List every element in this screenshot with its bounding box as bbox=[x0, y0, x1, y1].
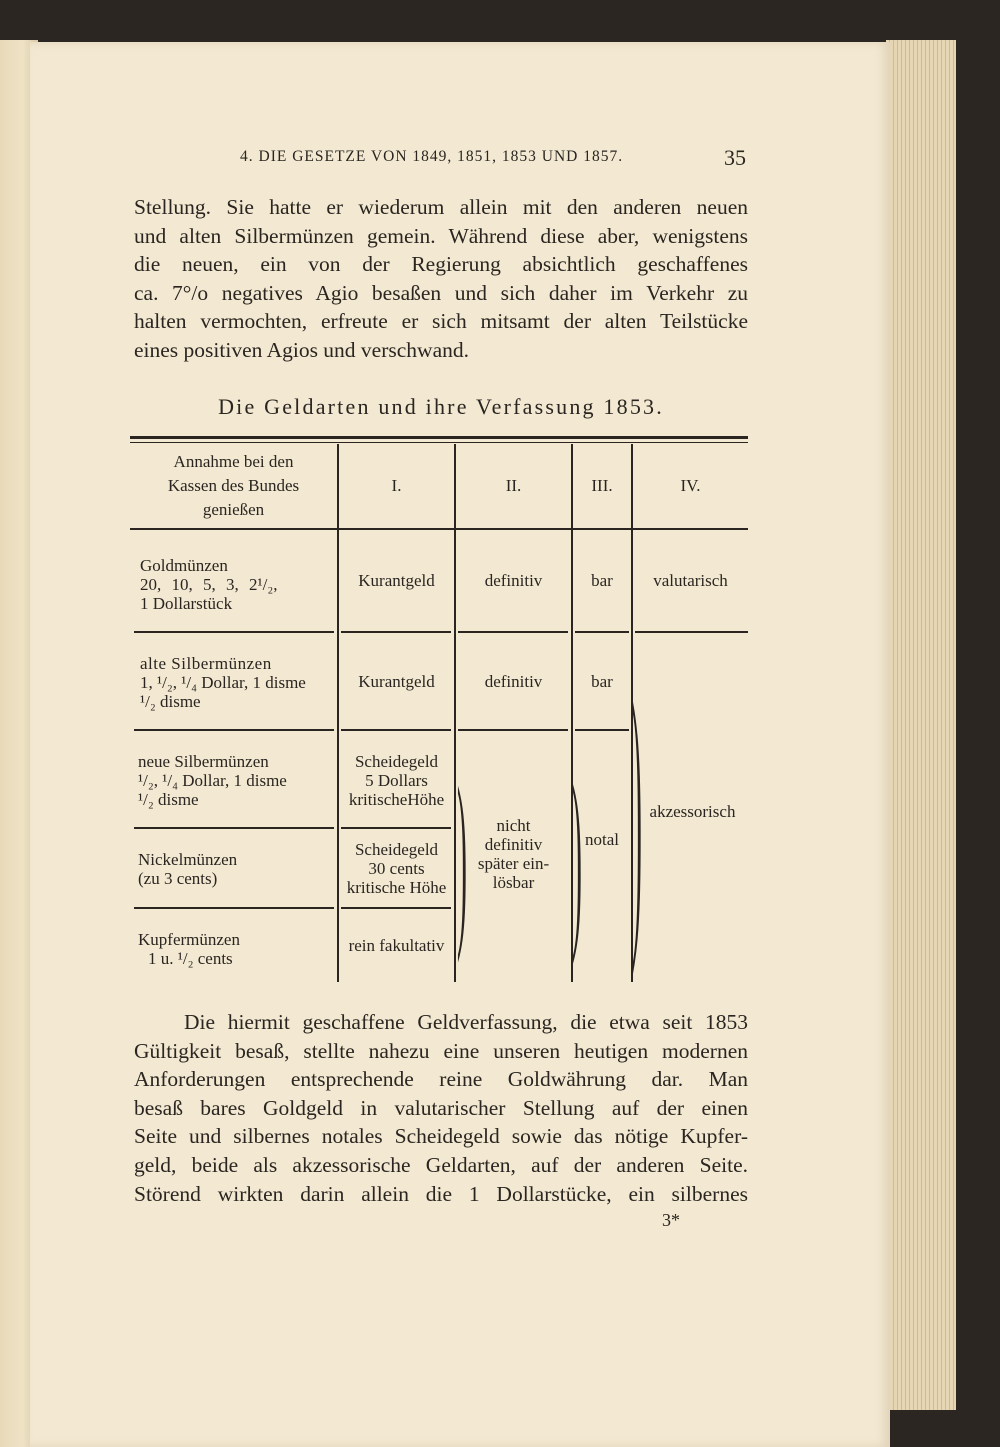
cell-line: lösbar bbox=[492, 873, 535, 892]
cell-nickel-i bbox=[339, 840, 454, 897]
row-label-kupfer bbox=[138, 930, 338, 968]
row-rule bbox=[341, 729, 451, 731]
text-line: besaß bares Goldgeld in valutarischer Stellung auf der einen bbox=[134, 1095, 748, 1120]
text-line: Störend wirkten darin allein die 1 Dollarstücke, ein silbernes bbox=[134, 1181, 748, 1206]
table-caption: Die Geldarten und ihre Verfassung 1853. bbox=[218, 394, 664, 419]
cell-line: definitiv bbox=[484, 835, 543, 854]
text-line: Anforderungen entsprechende reine Goldwährung dar. Man bbox=[134, 1067, 748, 1092]
cell-neue-i bbox=[339, 752, 454, 809]
label-line: ¹/₂, ¹/₄ Dollar, 1 disme bbox=[138, 771, 287, 790]
text-line: ca. 7°/o negatives Agio besaßen und sich daher im Verkehr zu bbox=[134, 280, 748, 305]
merged-cell-nicht-definitiv bbox=[456, 816, 571, 892]
money-types-table bbox=[130, 436, 748, 982]
label-line: 1, ¹/₂, ¹/₄ Dollar, 1 disme bbox=[140, 673, 306, 692]
page-number: 35 bbox=[724, 145, 746, 170]
merged-cell-akzessorisch: akzessorisch bbox=[649, 802, 736, 821]
cell-line: Scheidegeld bbox=[354, 840, 439, 859]
text-line: Seite und silbernes notales Scheidegeld sowie das nötige Kupfer- bbox=[134, 1124, 748, 1149]
text-line: Die hiermit geschaffene Geldverfassung, die etwa seit 1853 bbox=[184, 1010, 748, 1034]
row-label-gold bbox=[140, 556, 335, 613]
header-line: Annahme bei den bbox=[173, 452, 294, 471]
label-line: Kupfermünzen bbox=[138, 930, 240, 949]
row-label-alte-silber bbox=[140, 654, 340, 711]
row-rule bbox=[134, 907, 334, 909]
text-line: und alten Silbermünzen gemein. Während diese aber, wenigstens bbox=[134, 223, 748, 248]
table-top-rule-thin bbox=[130, 442, 748, 443]
brace-mark: ) bbox=[572, 750, 582, 968]
header-cell-i: I. bbox=[391, 476, 402, 495]
label-line: Goldmünzen bbox=[140, 556, 228, 575]
header-cell-iv: IV. bbox=[680, 476, 701, 495]
cell-line: 30 cents bbox=[368, 859, 425, 878]
cell-alte-ii: definitiv bbox=[484, 672, 543, 691]
row-rule bbox=[341, 827, 451, 829]
header-cell-iii: III. bbox=[591, 476, 613, 495]
label-line: ¹/₂ disme bbox=[138, 790, 199, 809]
header-line: Kassen des Bundes bbox=[167, 476, 300, 495]
paragraph-2 bbox=[134, 1008, 748, 1208]
header-cell-annahme bbox=[130, 452, 337, 519]
running-head: 4. DIE GESETZE VON 1849, 1851, 1853 UND 1857. bbox=[240, 148, 624, 165]
table-top-rule bbox=[130, 436, 748, 439]
row-rule bbox=[458, 729, 568, 731]
label-line: alte Silbermünzen bbox=[140, 654, 272, 673]
col-rule bbox=[337, 444, 339, 982]
col-rule bbox=[454, 444, 456, 982]
brace-mark: ) bbox=[632, 650, 642, 980]
row-rule bbox=[575, 729, 629, 731]
header-line: genießen bbox=[202, 500, 265, 519]
cell-gold-i: Kurantgeld bbox=[358, 571, 435, 590]
text-line: die neuen, ein von der Regierung absichtlich geschaffenes bbox=[134, 252, 748, 277]
cell-gold-ii: definitiv bbox=[484, 571, 543, 590]
row-rule bbox=[134, 729, 334, 731]
cell-alte-iii: bar bbox=[591, 672, 613, 691]
label-line: 1 u. ¹/₂ cents bbox=[148, 949, 233, 968]
header-cell-ii: II. bbox=[505, 476, 522, 495]
brace-mark: ) bbox=[457, 752, 467, 967]
label-line: neue Silbermünzen bbox=[138, 752, 269, 771]
cell-kupfer-i: rein fakultativ bbox=[348, 936, 445, 955]
cell-line: kritischeHöhe bbox=[348, 790, 445, 809]
signature-mark: 3* bbox=[662, 1210, 680, 1230]
text-line: Stellung. Sie hatte er wiederum allein mit den anderen neuen bbox=[134, 195, 748, 219]
row-rule bbox=[341, 631, 451, 633]
cell-gold-iv: valutarisch bbox=[653, 571, 728, 590]
label-line: ¹/₂ disme bbox=[140, 692, 201, 711]
merged-cell-notal: notal bbox=[585, 830, 619, 849]
cell-alte-i: Kurantgeld bbox=[358, 672, 435, 691]
row-label-nickel bbox=[138, 850, 338, 888]
text-line: Gültigkeit besaß, stellte nahezu eine unseren heutigen modernen bbox=[134, 1038, 748, 1063]
cell-line: Scheidegeld bbox=[354, 752, 439, 771]
row-rule bbox=[341, 907, 451, 909]
cell-line: kritische Höhe bbox=[346, 878, 447, 897]
label-line: 20, 10, 5, 3, 2¹/₂, bbox=[140, 575, 278, 594]
cell-line: nicht bbox=[496, 816, 531, 835]
label-line: Nickelmünzen bbox=[138, 850, 238, 869]
page-stack-edge bbox=[886, 40, 956, 1410]
row-rule bbox=[134, 631, 334, 633]
header-rule bbox=[130, 528, 748, 530]
row-label-neue-silber bbox=[138, 752, 338, 809]
cell-line: 5 Dollars bbox=[365, 771, 428, 790]
cell-line: später ein- bbox=[477, 854, 550, 873]
row-rule bbox=[134, 827, 334, 829]
paragraph-1 bbox=[134, 193, 748, 365]
row-rule bbox=[458, 631, 568, 633]
text-line: geld, beide als akzessorische Geldarten, auf der anderen Seite. bbox=[134, 1152, 748, 1177]
text-line: halten vermochten, erfreute er sich mitsamt der alten Teilstücke bbox=[134, 309, 748, 334]
cell-gold-iii: bar bbox=[591, 571, 613, 590]
row-rule bbox=[575, 631, 629, 633]
label-line: (zu 3 cents) bbox=[138, 869, 218, 888]
row-rule bbox=[635, 631, 748, 633]
text-line: eines positiven Agios und verschwand. bbox=[134, 337, 469, 362]
label-line: 1 Dollarstück bbox=[140, 594, 233, 613]
